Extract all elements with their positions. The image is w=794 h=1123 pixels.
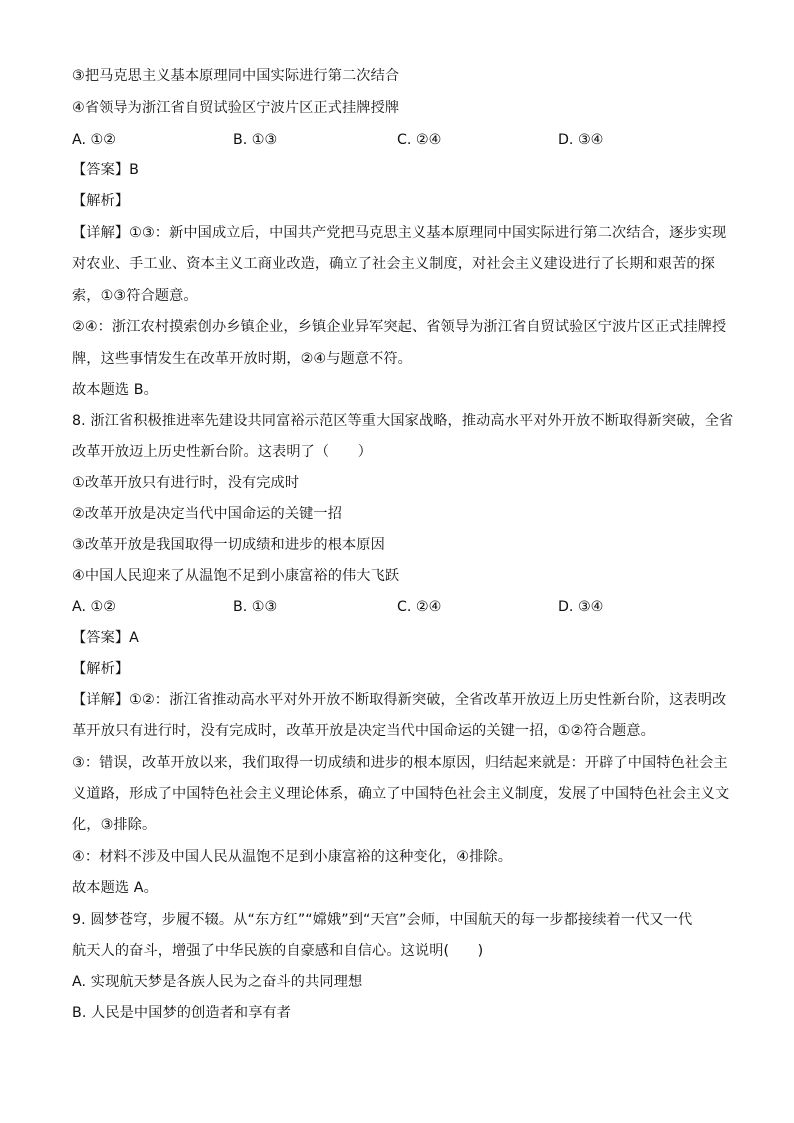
q8-detail-line-5: 化，③排除。: [72, 817, 157, 833]
q9-stem-line-2: 航天人的奋斗，增强了中华民族的自豪感和自信心。这说明( ): [72, 943, 484, 959]
q7-detail-line-3: 索，①③符合题意。: [72, 288, 198, 304]
q7-answer: 【答案】B: [72, 162, 139, 178]
q7-option-d: D. ③④: [558, 132, 604, 148]
q8-detail-line-2: 革开放只有进行时，没有完成时，改革开放是决定当代中国命运的关键一招，①②符合题意。: [72, 723, 655, 739]
q9-option-b: B. 人民是中国梦的创造者和享有者: [72, 1005, 292, 1021]
q7-detail-line-5: 牌，这些事情发生在改革开放时期，②④与题意不符。: [72, 351, 412, 367]
q8-detail-line-1: 【详解】①②：浙江省推动高水平对外开放不断取得新突破，全省改革开放迈上历史性新台阶，这表明改: [72, 692, 727, 708]
q8-option-b: B. ①③: [233, 599, 278, 615]
q8-options: [72, 597, 732, 617]
q8-analysis-label: 【解析】: [72, 661, 130, 677]
q7-option-a: A. ①②: [72, 132, 116, 148]
q7-detail-line-2: 对农业、手工业、资本主义工商业改造，确立了社会主义制度，对社会主义建设进行了长期和艰苦的探: [72, 256, 715, 272]
q7-conclusion: 故本题选 B。: [72, 382, 158, 398]
q8-item-2: ②改革开放是决定当代中国命运的关键一招: [72, 506, 342, 522]
q8-item-4: ④中国人民迎来了从温饱不足到小康富裕的伟大飞跃: [72, 568, 400, 584]
q8-option-a: A. ①②: [72, 599, 116, 615]
q9-option-a: A. 实现航天梦是各族人民为之奋斗的共同理想: [72, 974, 363, 990]
q8-item-3: ③改革开放是我国取得一切成绩和进步的根本原因: [72, 537, 385, 553]
q7-option-c: C. ②④: [397, 132, 442, 148]
q7-detail-line-4: ②④：浙江农村摸索创办乡镇企业，乡镇企业异军突起、省领导为浙江省自贸试验区宁波片区正式挂牌授: [72, 319, 727, 335]
q8-detail-line-3: ③：错误，改革开放以来，我们取得一切成绩和进步的根本原因，归结起来就是：开辟了中国特色社会主: [72, 755, 728, 771]
q7-item-3: ③把马克思主义基本原理同中国实际进行第二次结合: [72, 68, 400, 84]
q7-option-b: B. ①③: [233, 132, 278, 148]
q8-stem-line-2: 改革开放迈上历史性新台阶。这表明了（ ）: [72, 444, 373, 460]
q7-detail-line-1: 【详解】①③：新中国成立后，中国共产党把马克思主义基本原理同中国实际进行第二次结合，逐步实现: [72, 225, 727, 241]
q8-detail-line-4: 义道路，形成了中国特色社会主义理论体系，确立了中国特色社会主义制度，发展了中国特色社会主义文: [72, 786, 730, 802]
q9-stem-line-1: 9. 圆梦苍穹，步履不辍。从“东方红”“嫦娥”到“天宫”会师，中国航天的每一步都接续着一代又一代: [72, 912, 693, 928]
q8-option-d: D. ③④: [558, 599, 604, 615]
q7-analysis-label: 【解析】: [72, 193, 130, 209]
q8-detail-line-6: ④：材料不涉及中国人民从温饱不足到小康富裕的这种变化，④排除。: [72, 849, 512, 865]
q7-options: [72, 130, 732, 150]
q8-answer: 【答案】A: [72, 630, 139, 646]
q7-item-4: ④省领导为浙江省自贸试验区宁波片区正式挂牌授牌: [72, 100, 400, 116]
q8-stem-line-1: 8. 浙江省积极推进率先建设共同富裕示范区等重大国家战略，推动高水平对外开放不断取得新突破，全省: [72, 413, 734, 429]
q8-option-c: C. ②④: [397, 599, 442, 615]
q8-conclusion: 故本题选 A。: [72, 880, 158, 896]
q8-item-1: ①改革开放只有进行时，没有完成时: [72, 475, 300, 491]
